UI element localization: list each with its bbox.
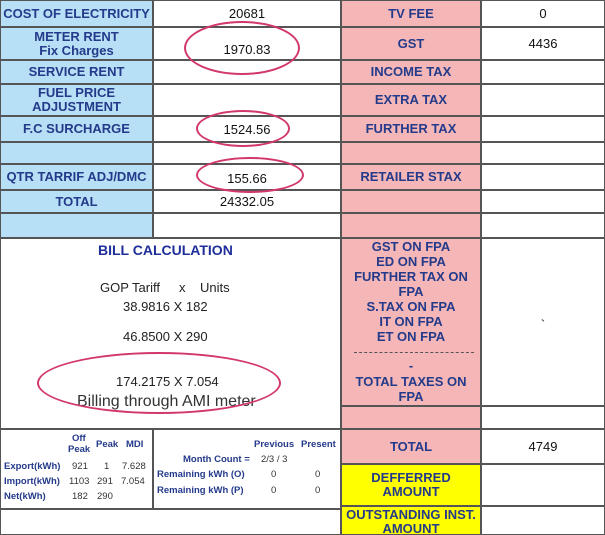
bill-header-tariff: GOP Tariff: [100, 280, 160, 295]
row-import-peak: 291: [97, 476, 113, 487]
label-further-tax: FURTHER TAX: [341, 116, 481, 142]
value-right-blank-row-4: [481, 406, 605, 429]
total-taxes-on-fpa-line1: TOTAL TAXES ON: [355, 374, 467, 389]
hdr-peak: Peak: [96, 439, 119, 450]
row-export-offpeak: 921: [72, 461, 88, 472]
label-income-tax: INCOME TAX: [341, 60, 481, 84]
label-fuel-price-adjustment: [0, 84, 153, 116]
label-total: TOTAL: [0, 190, 153, 213]
bill-header-units: Units: [200, 280, 230, 295]
mc-rem-o-label: Remaining kWh (O): [157, 469, 245, 480]
fpa-divider: [354, 352, 474, 353]
row-net-peak: 290: [97, 491, 113, 502]
label-right-blank-row: [341, 142, 481, 164]
mc-label: Month Count =: [183, 454, 250, 465]
bill-calculation-title: BILL CALCULATION: [98, 242, 233, 258]
outstanding-line1: OUTSTANDING INST.: [346, 507, 476, 522]
mc-rem-p-pres: 0: [315, 485, 321, 496]
value-right-blank-row: [481, 142, 605, 164]
label-right-blank-row-2: [341, 190, 481, 213]
highlight-oval-fc-surcharge: [196, 110, 290, 147]
label-tv-fee: TV FEE: [341, 0, 481, 27]
value-income-tax: [481, 60, 605, 84]
value-qtr-tariff: 155.66: [153, 164, 341, 190]
label-deferred-amount: [341, 464, 481, 506]
deferred-line1: DEFFERRED: [371, 470, 451, 485]
row-import-mdi: 7.054: [121, 476, 145, 487]
highlight-oval-qtr-tariff: [196, 157, 304, 193]
label-cost-of-electricity: COST OF ELECTRICITY: [0, 0, 153, 27]
label-meter-rent-line1: METER RENT: [34, 28, 119, 44]
value-meter-rent: 1970.83: [153, 27, 341, 60]
hdr-off: Off: [72, 433, 86, 444]
row-import-label: Import(kWh): [4, 476, 60, 487]
fpa-line-5: S.TAX ON FPA: [366, 299, 456, 314]
fpa-line-7: ET ON FPA: [376, 329, 446, 344]
label-gst: GST: [341, 27, 481, 60]
label-outstanding-amount: [341, 506, 481, 535]
value-fc-surcharge: 1524.56: [153, 116, 341, 142]
fpa-line-1: GST ON FPA: [371, 239, 451, 254]
value-further-tax: [481, 116, 605, 142]
label-blank-row: [0, 142, 153, 164]
total-taxes-on-fpa-line2: FPA: [398, 389, 424, 404]
value-fpa-taxes: `: [481, 238, 605, 406]
value-extra-tax: [481, 84, 605, 116]
row-export-label: Export(kWh): [4, 461, 61, 472]
bill-line-2: 46.8500 X 290: [123, 329, 208, 344]
deferred-line2: AMOUNT: [382, 484, 440, 499]
bottom-blank-row: [0, 509, 341, 535]
label-right-blank-row-3: [341, 213, 481, 238]
bill-ami-note: Billing through AMI meter: [77, 393, 256, 410]
mc-present: Present: [301, 439, 336, 450]
value-spacer-row: [153, 213, 341, 238]
value-total: 24332.05: [153, 190, 341, 213]
fpa-line-3: FURTHER TAX ON: [354, 269, 468, 284]
mc-rem-p-label: Remaining kWh (P): [157, 485, 244, 496]
label-meter-rent-line2: Fix Charges: [39, 42, 114, 58]
row-net-offpeak: 182: [72, 491, 88, 502]
label-fuel-line1: FUEL PRICE: [37, 85, 116, 100]
row-export-mdi: 7.628: [122, 461, 146, 472]
bill-line-3: 174.2175 X 7.054: [116, 374, 219, 389]
label-fuel-line2: ADJUSTMENT: [32, 99, 121, 114]
row-import-offpeak: 1103: [69, 476, 90, 487]
mc-rem-o-pres: 0: [315, 469, 321, 480]
value-gst: 4436: [481, 27, 605, 60]
mc-previous: Previous: [254, 439, 295, 450]
value-right-total: 4749: [481, 429, 605, 464]
mc-value: 2/3 / 3: [261, 454, 288, 465]
bill-header-x: x: [179, 280, 186, 295]
label-meter-rent: [0, 27, 153, 60]
row-export-peak: 1: [104, 461, 110, 472]
value-right-blank-row-3: [481, 213, 605, 238]
fpa-line-2: ED ON FPA: [376, 254, 446, 269]
highlight-oval-meter-rent: [184, 21, 300, 75]
hdr-mdi: MDI: [126, 439, 144, 450]
label-right-blank-row-4: [341, 406, 481, 429]
value-right-blank-row-2: [481, 190, 605, 213]
fpa-line-6: IT ON FPA: [379, 314, 443, 329]
label-spacer-row: [0, 213, 153, 238]
mc-rem-o-prev: 0: [271, 469, 277, 480]
highlight-oval-ami: [37, 352, 281, 414]
label-service-rent: SERVICE RENT: [0, 60, 153, 84]
outstanding-line2: AMOUNT: [382, 521, 440, 535]
label-extra-tax: EXTRA TAX: [341, 84, 481, 116]
value-tv-fee: 0: [481, 0, 605, 27]
bill-line-1: 38.9816 X 182: [123, 299, 208, 314]
label-retailer-stax: RETAILER STAX: [341, 164, 481, 190]
label-qtr-tariff: QTR TARRIF ADJ/DMC: [0, 164, 153, 190]
label-fc-surcharge: F.C SURCHARGE: [0, 116, 153, 142]
value-outstanding-amount: [481, 506, 605, 535]
fpa-mark: -: [408, 358, 414, 373]
hdr-off-peak: Peak: [68, 444, 91, 455]
mc-rem-p-prev: 0: [271, 485, 277, 496]
value-deferred-amount: [481, 464, 605, 506]
value-cost-of-electricity: 20681: [153, 0, 341, 27]
label-right-total: TOTAL: [341, 429, 481, 464]
row-net-label: Net(kWh): [4, 491, 46, 502]
value-retailer-stax: [481, 164, 605, 190]
fpa-line-4: FPA: [398, 284, 424, 299]
